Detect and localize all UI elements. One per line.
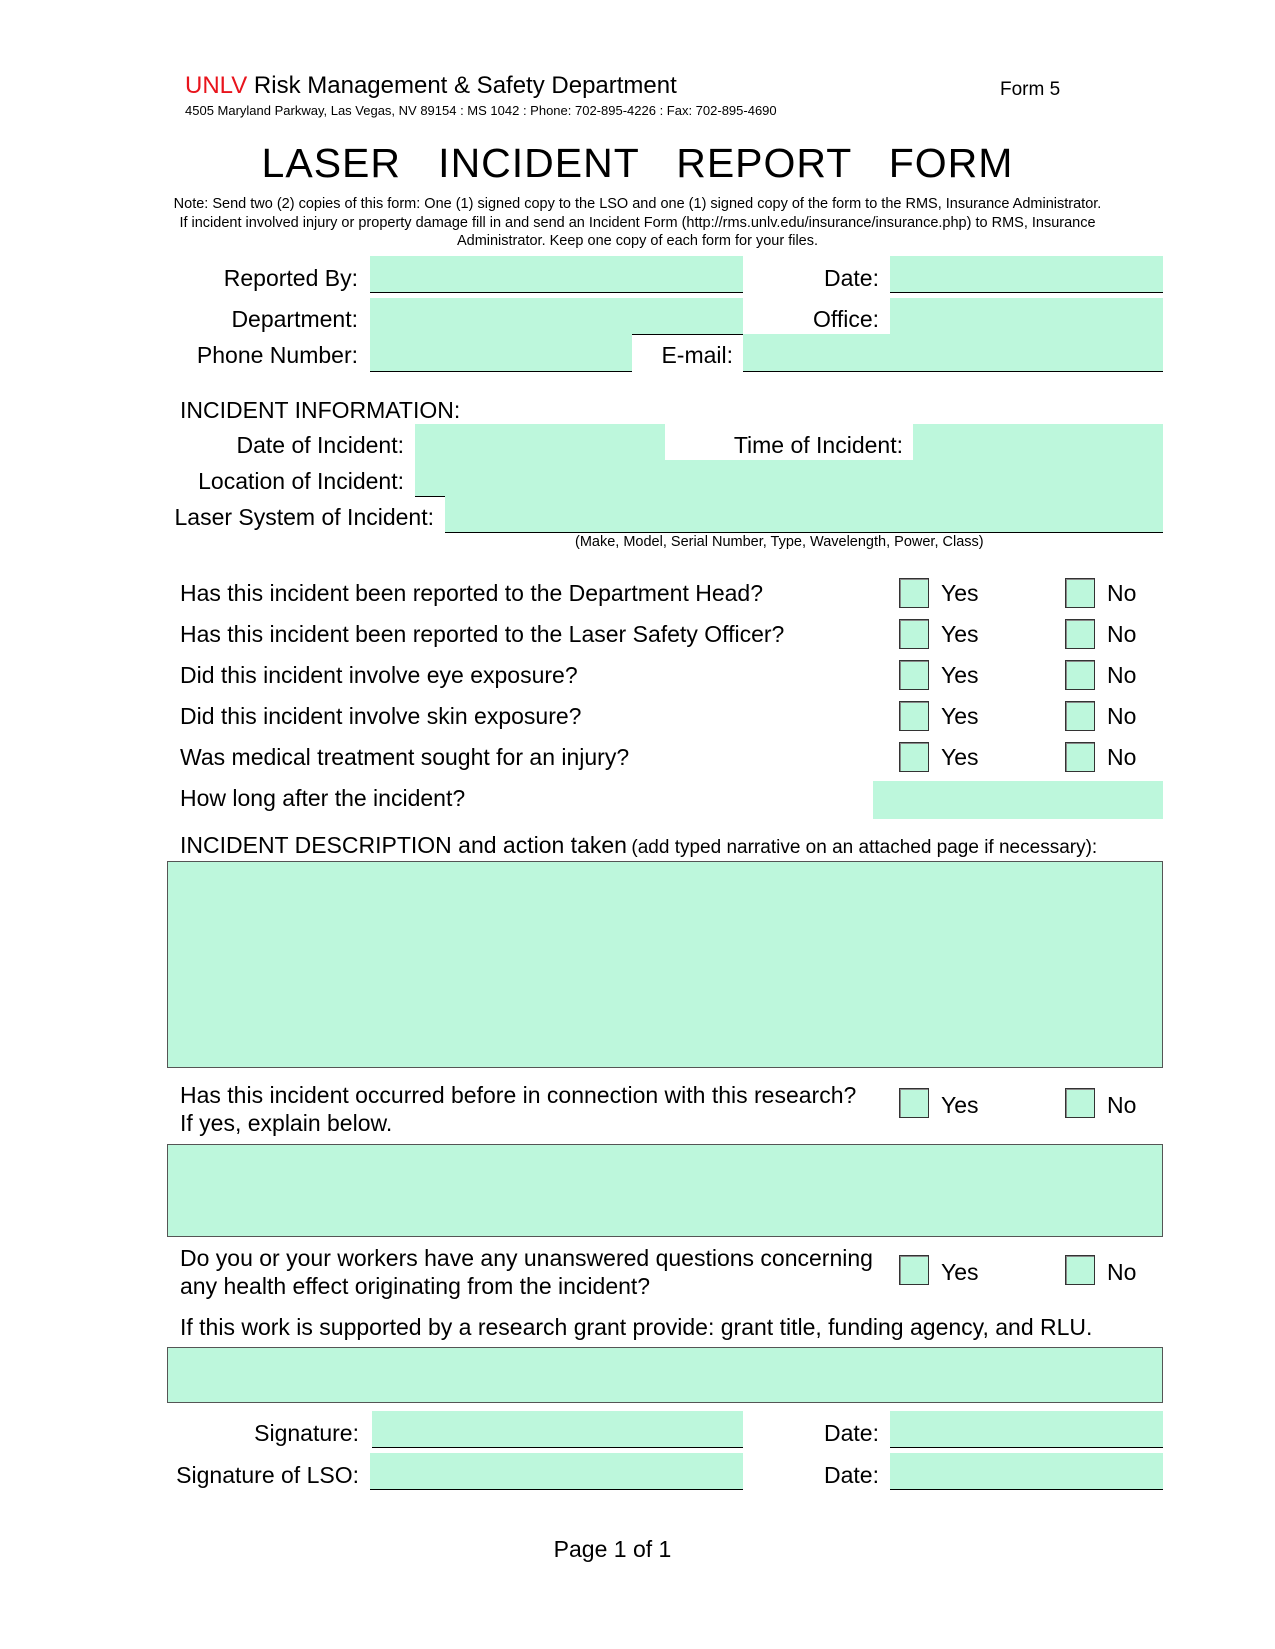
office-label: Office: (812, 306, 879, 332)
health-questions-no-label: No (1107, 1259, 1137, 1285)
org-name: Risk Management & Safety Department (253, 72, 677, 99)
health-questions-question (180, 1244, 873, 1300)
grant-label: If this work is supported by a research grant provide: grant title, funding agency, and RLU. (180, 1314, 1093, 1340)
grant-field[interactable] (167, 1347, 1163, 1403)
lso-signature-label: Signature of LSO: (176, 1462, 359, 1488)
email-field[interactable] (743, 334, 1163, 372)
eye-exposure-no-checkbox[interactable] (1065, 660, 1095, 690)
description-title: INCIDENT DESCRIPTION and action taken (180, 832, 627, 858)
signature-label: Signature: (254, 1420, 359, 1446)
note-line-2: If incident involved injury or property damage fill in and send an Incident Form (http://rms.unlv.edu/insurance/insurance.php) to RMS, Insurance (179, 214, 1096, 231)
phone-label: Phone Number: (196, 342, 358, 368)
occurred-before-explanation-field[interactable] (167, 1144, 1163, 1237)
question-skin-exposure: Did this incident involve skin exposure? (180, 703, 582, 729)
time-of-incident-label: Time of Incident: (733, 432, 903, 458)
department-head-yes-label: Yes (941, 580, 979, 606)
occurred-before-no-label: No (1107, 1092, 1137, 1118)
laser-system-hint: (Make, Model, Serial Number, Type, Wavelength, Power, Class) (575, 534, 984, 550)
reported-by-label: Reported By: (223, 265, 358, 291)
eye-exposure-no-label: No (1107, 662, 1137, 688)
occurred-before-line-1: Has this incident occurred before in connection with this research? (180, 1082, 857, 1108)
lso-signature-field[interactable] (370, 1453, 743, 1490)
laser-safety-officer-yes-checkbox[interactable] (899, 619, 929, 649)
reported-by-field[interactable] (370, 256, 743, 293)
question-laser-safety-officer: Has this incident been reported to the Laser Safety Officer? (180, 621, 785, 647)
description-textarea[interactable] (167, 861, 1163, 1068)
page-title: LASER INCIDENT REPORT FORM (261, 140, 1014, 186)
form-number: Form 5 (1000, 79, 1061, 100)
health-questions-line-1: Do you or your workers have any unanswered questions concerning (180, 1245, 873, 1271)
occurred-before-question (180, 1081, 856, 1137)
page-number: Page 1 of 1 (553, 1536, 672, 1562)
org-brand: UNLV (185, 72, 248, 99)
laser-safety-officer-no-label: No (1107, 621, 1137, 647)
medical-treatment-yes-label: Yes (941, 744, 979, 770)
note-line-1: Note: Send two (2) copies of this form: One (1) signed copy to the LSO and one (1) signed copy of the form to the RMS, Insurance Administrator. (173, 196, 1102, 212)
department-head-no-label: No (1107, 580, 1137, 606)
note-line-3: Administrator. Keep one copy of each form for your files. (456, 233, 819, 249)
skin-exposure-no-checkbox[interactable] (1065, 701, 1095, 731)
date-of-incident-label: Date of Incident: (236, 432, 404, 458)
question-medical-treatment: Was medical treatment sought for an injury? (180, 744, 630, 770)
eye-exposure-yes-checkbox[interactable] (899, 660, 929, 690)
medical-treatment-yes-checkbox[interactable] (899, 742, 929, 772)
laser-safety-officer-yes-label: Yes (941, 621, 979, 647)
question-department-head: Has this incident been reported to the Department Head? (180, 580, 764, 606)
org-address: 4505 Maryland Parkway, Las Vegas, NV 89154 : MS 1042 : Phone: 702-895-4226 : Fax: 702-895-4690 (185, 103, 777, 118)
date-label: Date: (824, 265, 879, 291)
occurred-before-yes-checkbox[interactable] (899, 1088, 929, 1118)
department-field[interactable] (370, 298, 743, 335)
note (0, 195, 1275, 251)
skin-exposure-yes-checkbox[interactable] (899, 701, 929, 731)
occurred-before-no-checkbox[interactable] (1065, 1088, 1095, 1118)
email-label: E-mail: (661, 342, 733, 368)
health-questions-no-checkbox[interactable] (1065, 1255, 1095, 1285)
health-questions-yes-checkbox[interactable] (899, 1255, 929, 1285)
location-label: Location of Incident: (198, 468, 404, 494)
signature-date-label: Date: (824, 1420, 879, 1446)
date-of-incident-field[interactable] (415, 424, 665, 462)
medical-treatment-no-label: No (1107, 744, 1137, 770)
time-of-incident-field[interactable] (913, 424, 1163, 462)
date-field[interactable] (890, 256, 1163, 293)
location-field[interactable] (415, 460, 1163, 497)
skin-exposure-yes-label: Yes (941, 703, 979, 729)
incident-info-heading: INCIDENT INFORMATION: (180, 397, 461, 423)
signature-date-field[interactable] (890, 1411, 1163, 1448)
health-questions-yes-label: Yes (941, 1259, 979, 1285)
how-long-label: How long after the incident? (180, 785, 466, 811)
office-field[interactable] (890, 298, 1163, 335)
laser-safety-officer-no-checkbox[interactable] (1065, 619, 1095, 649)
health-questions-line-2: any health effect originating from the incident? (180, 1273, 651, 1299)
occurred-before-line-2: If yes, explain below. (180, 1110, 393, 1136)
laser-system-field[interactable] (445, 496, 1163, 533)
description-hint: (add typed narrative on an attached page if necessary): (631, 837, 1098, 858)
lso-date-field[interactable] (890, 1453, 1163, 1490)
eye-exposure-yes-label: Yes (941, 662, 979, 688)
org-header (185, 72, 677, 100)
department-head-no-checkbox[interactable] (1065, 578, 1095, 608)
lso-date-label: Date: (824, 1462, 879, 1488)
skin-exposure-no-label: No (1107, 703, 1137, 729)
department-head-yes-checkbox[interactable] (899, 578, 929, 608)
department-label: Department: (231, 306, 358, 332)
how-long-field[interactable] (873, 781, 1163, 819)
description-heading (180, 832, 1097, 859)
question-eye-exposure: Did this incident involve eye exposure? (180, 662, 578, 688)
occurred-before-yes-label: Yes (941, 1092, 979, 1118)
signature-field[interactable] (372, 1411, 743, 1448)
laser-system-label: Laser System of Incident: (174, 504, 434, 530)
medical-treatment-no-checkbox[interactable] (1065, 742, 1095, 772)
phone-field[interactable] (370, 334, 632, 372)
